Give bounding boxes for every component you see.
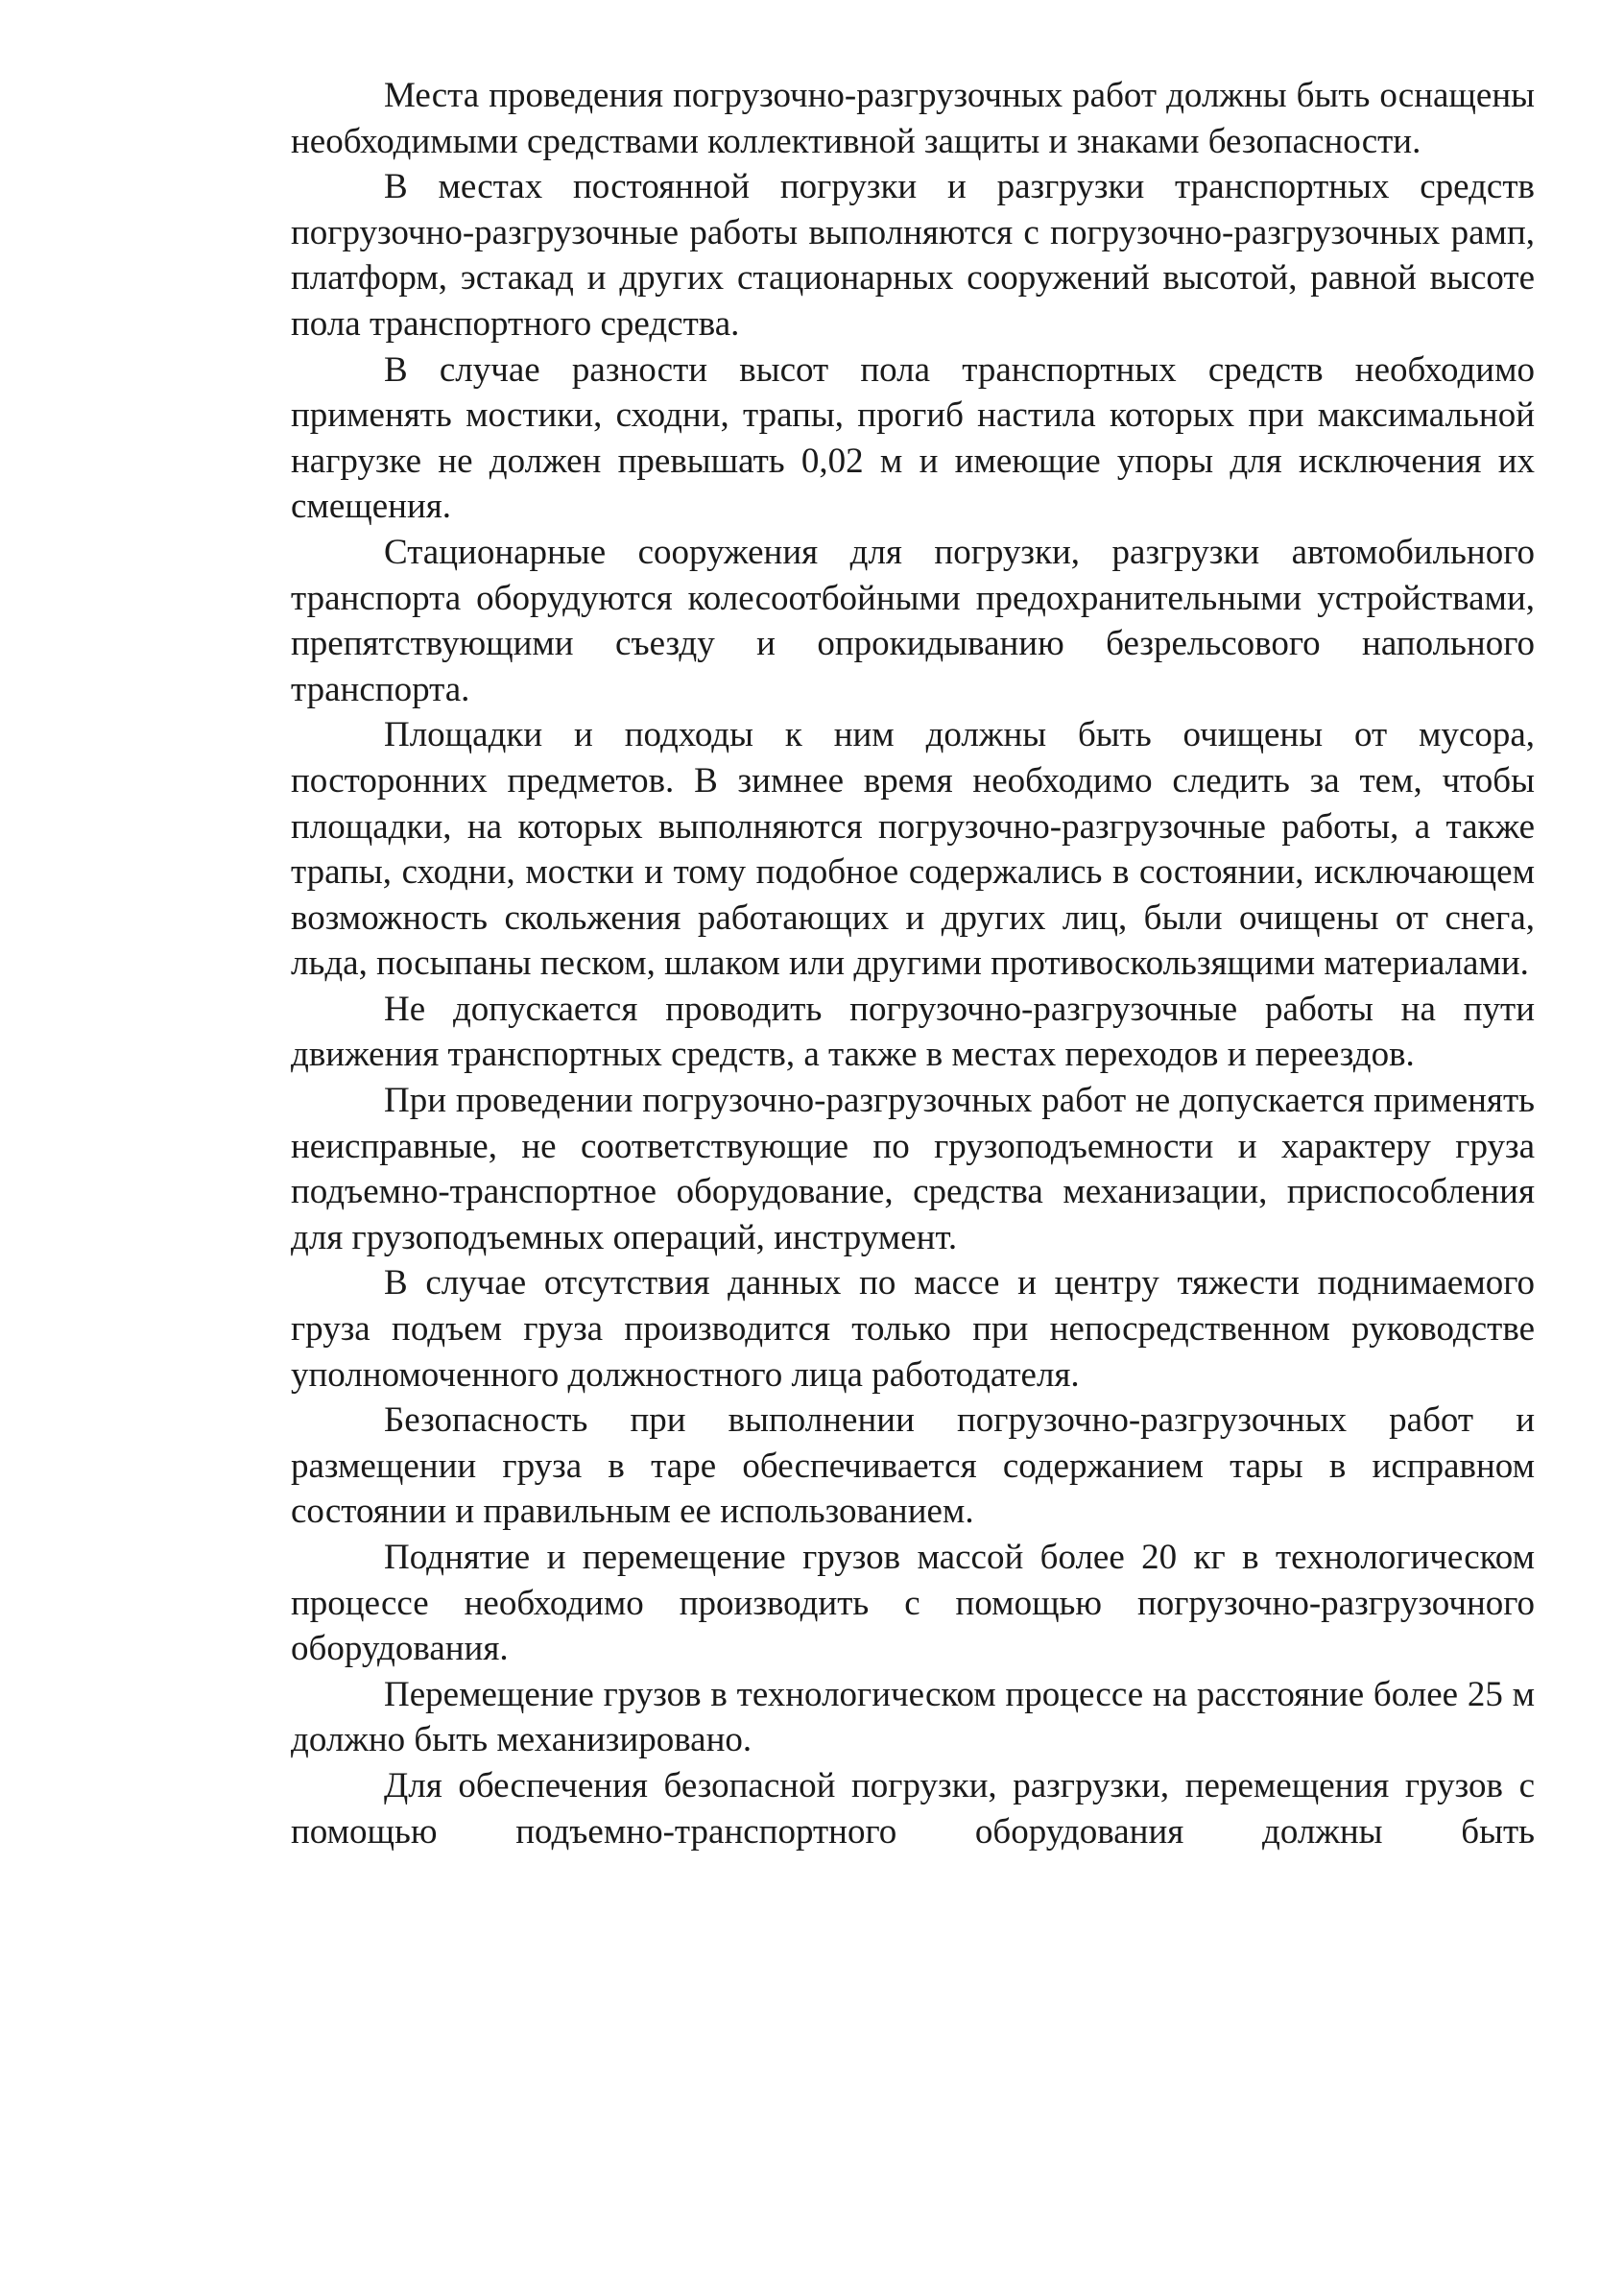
paragraph-container-safety: Безопасность при выполнении погрузочно-разгрузочных работ и размещении груза в таре обеспечивается содержанием тары в исправном состоянии и правильным ее использованием.	[291, 1400, 1535, 1532]
body-text	[291, 73, 1535, 1854]
paragraph-faulty-equipment-prohibition: При проведении погрузочно-разгрузочных работ не допускается применять неисправные, не соответствующие по грузоподъемности и характеру груза подъемно-транспортное оборудование, средства механизации, приспособления для грузоподъемных операций, инструмент.	[291, 1081, 1535, 1257]
paragraph-safe-loading-continued: Для обеспечения безопасной погрузки, разгрузки, перемещения грузов с помощью подъемно-транспортного оборудования должны быть	[291, 1765, 1535, 1852]
paragraph-permanent-loading-places: В местах постоянной погрузки и разгрузки транспортных средств погрузочно-разгрузочные работы выполняются с погрузочно-разгрузочных рамп, платформ, эстакад и других стационарных сооружений высотой, равной высоте пола транспортного средства.	[291, 167, 1535, 344]
paragraph-floor-height-difference: В случае разности высот пола транспортных средств необходимо применять мостики, сходни, трапы, прогиб настила которых при максимальной нагрузке не должен превышать 0,02 м и имеющие упоры для исключения их смещения.	[291, 349, 1535, 527]
paragraph-loading-areas-equipment: Места проведения погрузочно-разгрузочных работ должны быть оснащены необходимыми средствами коллективной защиты и знаками безопасности.	[291, 76, 1535, 161]
paragraph-heavy-cargo-lifting: Поднятие и перемещение грузов массой более 20 кг в технологическом процессе необходимо производить с помощью погрузочно-разгрузочного оборудования.	[291, 1538, 1535, 1669]
paragraph-stationary-structures: Стационарные сооружения для погрузки, разгрузки автомобильного транспорта оборудуются колесоотбойными предохранительными устройствами, препятствующими съезду и опрокидыванию безрельсового напольного транспорта.	[291, 532, 1535, 709]
paragraph-traffic-path-prohibition: Не допускается проводить погрузочно-разгрузочные работы на пути движения транспортных средств, а также в местах переходов и переездов.	[291, 989, 1535, 1075]
paragraph-distance-mechanization: Перемещение грузов в технологическом процессе на расстояние более 25 м должно быть механизировано.	[291, 1674, 1535, 1760]
paragraph-platform-cleaning: Площадки и подходы к ним должны быть очищены от мусора, посторонних предметов. В зимнее время необходимо следить за тем, чтобы площадки, на которых выполняются погрузочно-разгрузочные работы, а также трапы, сходни, мостки и тому подобное содержались в состоянии, исключающем возможность скольжения работающих и других лиц, были очищены от снега, льда, посыпаны песком, шлаком или другими противоскользящими материалами.	[291, 715, 1535, 984]
paragraph-unknown-mass-lifting: В случае отсутствия данных по массе и центру тяжести поднимаемого груза подъем груза производится только при непосредственном руководстве уполномоченного должностного лица работодателя.	[291, 1263, 1535, 1395]
